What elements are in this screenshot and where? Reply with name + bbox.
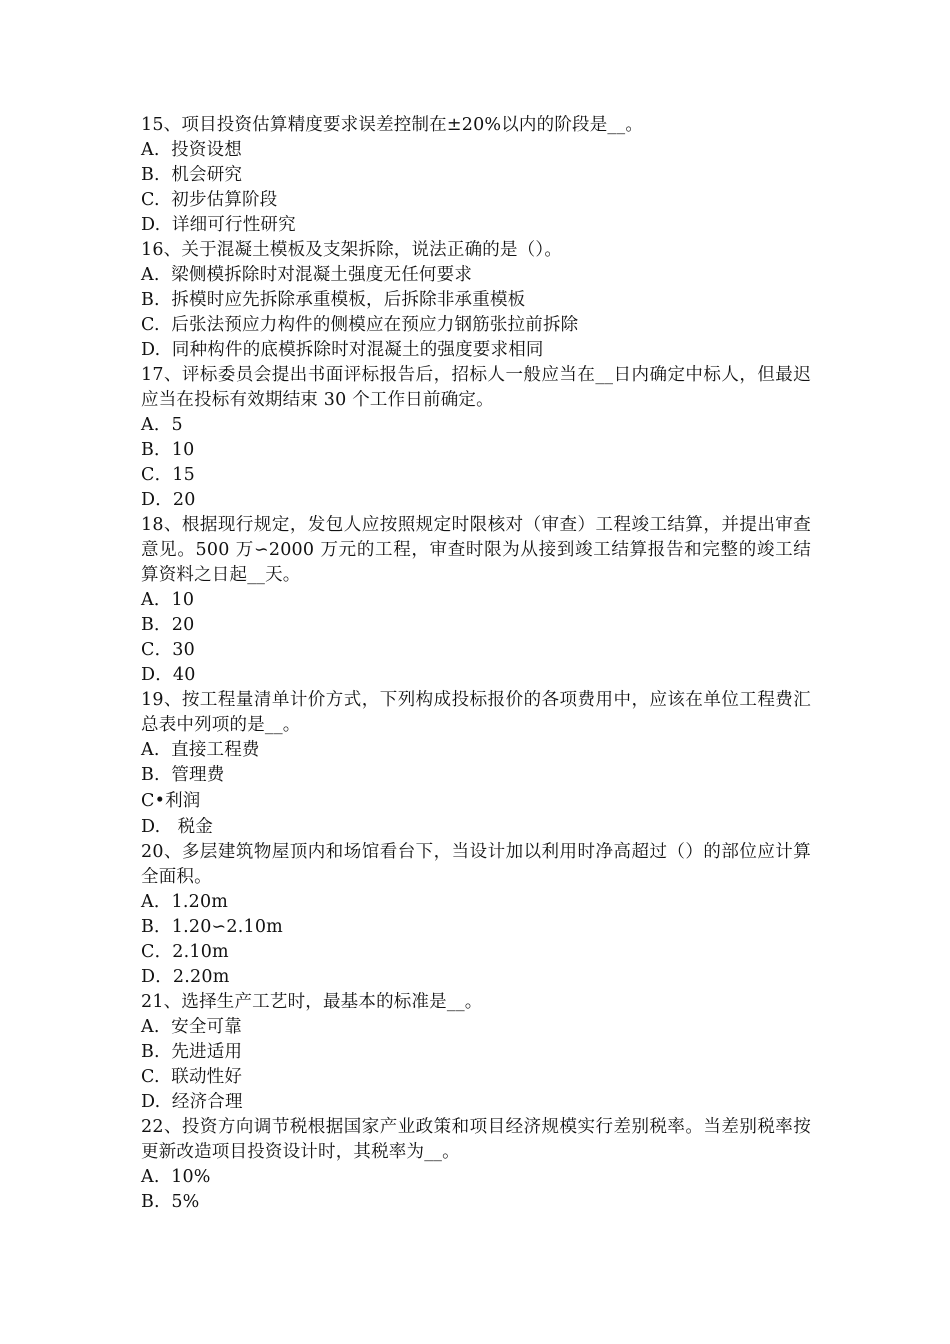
question-15: 15、项目投资估算精度要求误差控制在±20%以内的阶段是__。 [141, 115, 644, 135]
option-b: B．1.20∽2.10m [141, 917, 283, 937]
option-c: C. 联动性好 [141, 1067, 243, 1087]
option-d: D. 税金 [141, 817, 214, 837]
option-a: A．10 [141, 590, 195, 610]
question-18: 18、根据现行规定，发包人应按照规定时限核对（审查）工程竣工结算，并提出审查意见。500 万∽2000 万元的工程，审查时限为从接到竣工结算报告和完整的竣工结算资料之日起__天。 [141, 515, 811, 585]
option-a: A．5 [141, 415, 183, 435]
option-b: B. 管理费 [141, 765, 225, 785]
option-c: C•利润 [141, 791, 201, 811]
option-c: C．2.10m [141, 942, 229, 962]
option-d: D. 经济合理 [141, 1092, 243, 1112]
option-c: C. 初步估算阶段 [141, 190, 278, 210]
document-page [141, 113, 811, 1215]
question-21: 21、选择生产工艺时，最基本的标准是__。 [141, 992, 483, 1012]
option-b: B. 5% [141, 1192, 200, 1212]
option-d: D．20 [141, 490, 196, 510]
option-c: C．15 [141, 465, 195, 485]
question-16: 16、关于混凝土模板及支架拆除，说法正确的是（）。 [141, 240, 563, 260]
option-a: A．1.20m [141, 892, 229, 912]
option-a: A. 安全可靠 [141, 1017, 242, 1037]
option-a: A. 梁侧模拆除时对混凝土强度无任何要求 [141, 265, 473, 285]
option-b: B. 机会研究 [141, 165, 243, 185]
question-17: 17、评标委员会提出书面评标报告后，招标人一般应当在__日内确定中标人，但最迟应当在投标有效期结束 30 个工作日前确定。 [141, 365, 811, 410]
option-b: B．10 [141, 440, 195, 460]
option-b: B. 先进适用 [141, 1042, 243, 1062]
option-a: A. 直接工程费 [141, 740, 260, 760]
question-22: 22、投资方向调节税根据国家产业政策和项目经济规模实行差别税率。当差别税率按更新改造项目投资设计时，其税率为__。 [141, 1117, 811, 1162]
option-a: A. 投资设想 [141, 140, 242, 160]
option-c: C．30 [141, 640, 195, 660]
option-b: B. 拆模时应先拆除承重模板，后拆除非承重模板 [141, 290, 526, 310]
question-19: 19、按工程量清单计价方式，下列构成投标报价的各项费用中，应该在单位工程费汇总表中列项的是__。 [141, 690, 811, 735]
option-c: C. 后张法预应力构件的侧模应在预应力钢筋张拉前拆除 [141, 315, 579, 335]
option-a: A. 10% [141, 1167, 211, 1187]
option-d: D．2.20m [141, 967, 230, 987]
option-d: D. 详细可行性研究 [141, 215, 296, 235]
option-d: D．40 [141, 665, 196, 685]
option-b: B．20 [141, 615, 195, 635]
question-20: 20、多层建筑物屋顶内和场馆看台下，当设计加以利用时净高超过（）的部位应计算全面积。 [141, 842, 811, 887]
option-d: D. 同种构件的底模拆除时对混凝土的强度要求相同 [141, 340, 544, 360]
